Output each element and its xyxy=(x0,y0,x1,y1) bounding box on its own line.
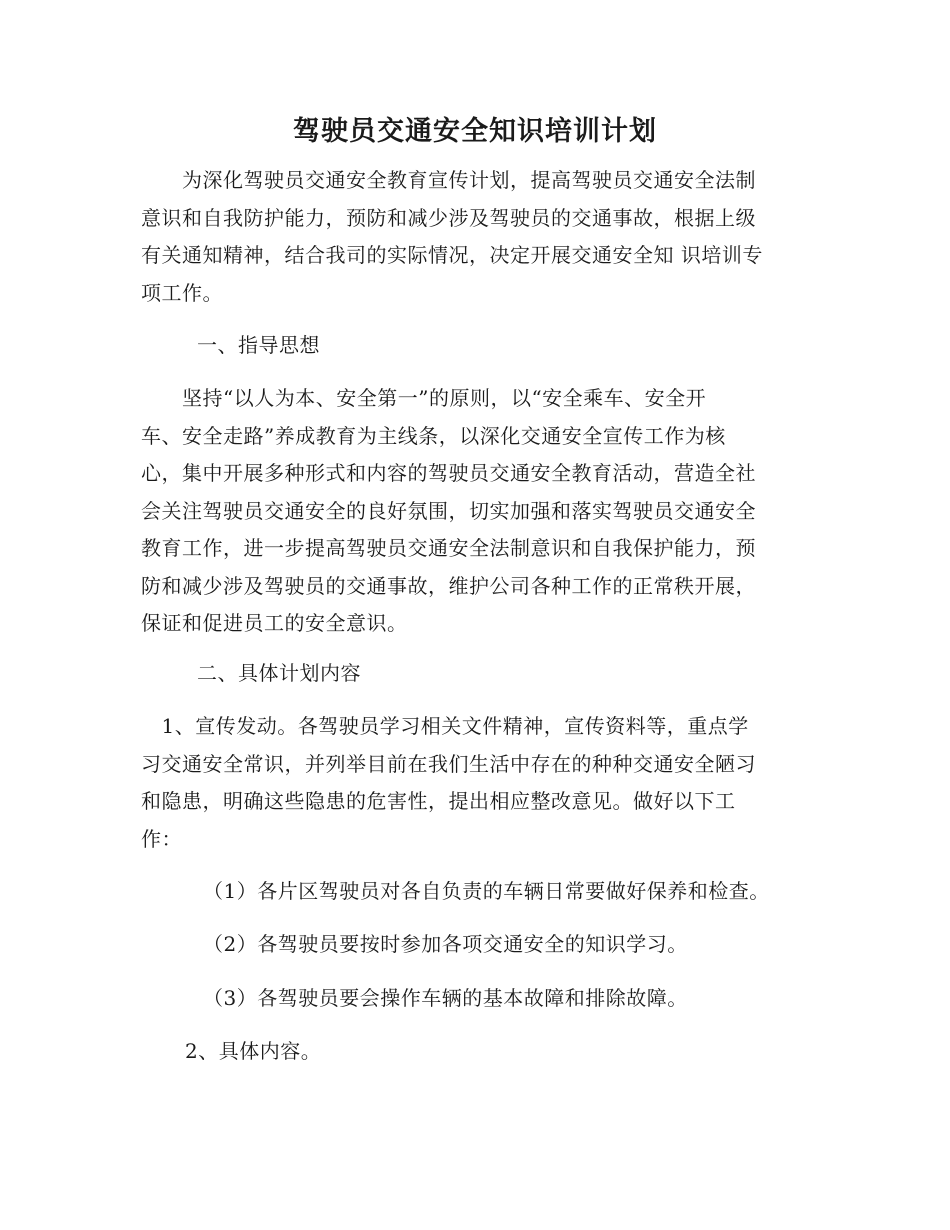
sub-item-1: （1）各片区驾驶员对各自负责的车辆日常要做好保养和检查。 xyxy=(203,879,770,903)
paragraph-line: 保证和促进员工的安全意识。 xyxy=(141,611,408,635)
paragraph-line: 会关注驾驶员交通安全的良好氛围，切实加强和落实驾驶员交通安全 xyxy=(141,498,756,523)
paragraph-line: 意识和自我防护能力，预防和减少涉及驾驶员的交通事故，根据上级 xyxy=(141,205,756,230)
section-heading-plan-content: 二、具体计划内容 xyxy=(197,661,361,685)
paragraph-line: 坚持“以人为本、安全第一”的原则，以“安全乘车、安全开 xyxy=(141,386,707,410)
paragraph-line: 1、宣传发动。各驾驶员学习相关文件精神，宣传资料等，重点学 xyxy=(141,714,749,738)
paragraph-line: 习交通安全常识，并列举目前在我们生活中存在的种种交通安全陋习 xyxy=(141,751,756,776)
sub-item-2: （2）各驾驶员要按时参加各项交通安全的知识学习。 xyxy=(203,932,688,956)
paragraph-line: 和隐患，明确这些隐患的危害性，提出相应整改意见。做好以下工 xyxy=(141,789,736,813)
item-1-paragraph xyxy=(141,708,813,858)
item-2-heading: 2、具体内容。 xyxy=(185,1039,322,1063)
paragraph-line: 车、安全走路”养成教育为主线条，以深化交通安全宣传工作为核 xyxy=(141,423,726,448)
paragraph-line: 防和减少涉及驾驶员的交通事故，维护公司各种工作的正常秩开展， xyxy=(141,573,756,598)
paragraph-line: 为深化驾驶员交通安全教育宣传计划，提高驾驶员交通安全法制 xyxy=(141,168,756,192)
paragraph-line: 心，集中开展多种形式和内容的驾驶员交通安全教育活动，营造全社 xyxy=(141,461,756,485)
paragraph-line: 作： xyxy=(141,826,182,851)
section-heading-guiding-ideology: 一、指导思想 xyxy=(197,333,320,357)
sub-item-3: （3）各驾驶员要会操作车辆的基本故障和排除故障。 xyxy=(203,986,688,1010)
paragraph-line: 有关通知精神，结合我司的实际情况，决定开展交通安全知 识培训专 xyxy=(141,243,763,267)
document-title: 驾驶员交通安全知识培训计划 xyxy=(293,116,657,147)
paragraph-line: 项工作。 xyxy=(141,280,223,305)
paragraph-line: 教育工作，进一步提高驾驶员交通安全法制意识和自我保护能力，预 xyxy=(141,536,756,560)
intro-paragraph xyxy=(141,162,813,312)
guiding-ideology-paragraph xyxy=(141,380,813,643)
